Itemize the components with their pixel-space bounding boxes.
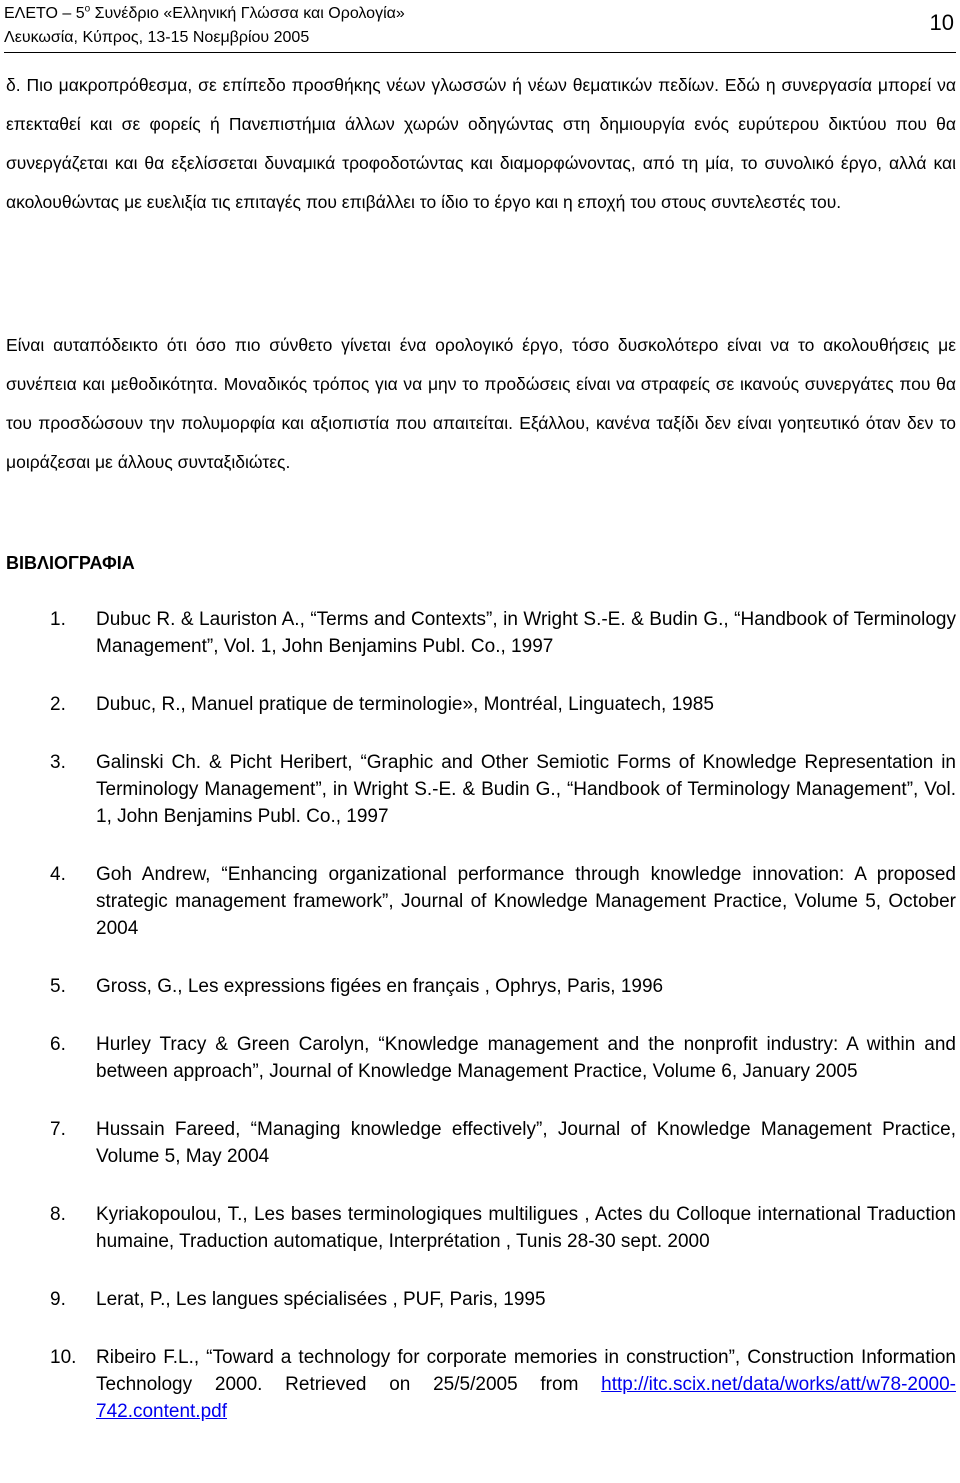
reference-number: 2. xyxy=(50,694,66,715)
reference-number: 8. xyxy=(50,1204,66,1225)
reference-number: 1. xyxy=(50,609,66,630)
reference-item xyxy=(6,606,956,660)
reference-item xyxy=(6,1286,956,1313)
reference-text: Goh Andrew, “Enhancing organizational performance through knowledge innovation: A proposed strategic management framework”, Journal of Knowledge Management Practice, Volume 5, October 2004 xyxy=(96,864,956,939)
reference-text: Dubuc R. & Lauriston A., “Terms and Contexts”, in Wright S.-E. & Budin G., “Handbook of Terminology Management”, Vol. 1, John Benjamins Publ. Co., 1997 xyxy=(96,609,956,657)
reference-number: 6. xyxy=(50,1034,66,1055)
reference-number: 10. xyxy=(50,1347,77,1368)
reference-item xyxy=(6,861,956,942)
page-header xyxy=(4,4,956,56)
reference-number: 3. xyxy=(50,752,66,773)
reference-text: Kyriakopoulou, T., Les bases terminologiques multiligues , Actes du Colloque international Traduction humaine, Traduction automatique, Interprétation , Tunis 28-30 sept. 2000 xyxy=(96,1204,956,1252)
reference-text: Lerat, P., Les langues spécialisées , PUF, Paris, 1995 xyxy=(96,1289,546,1310)
bibliography-list xyxy=(6,606,956,1456)
paragraph-conclusion: Είναι αυταπόδεικτο ότι όσο πιο σύνθετο γίνεται ένα ορολογικό έργο, τόσο δυσκολότερο είναι να το ακολουθήσεις με συνέπεια και μεθοδικότητα. Μοναδικός τρόπος για να μην το προδώσεις είναι να στραφείς σε ικανούς συνεργάτες που θα του προσδώσουν την πολυμορφία και αξιοπιστία που απαιτείται. Εξάλλου, κανένα ταξίδι δεν είναι γοητευτικό όταν δεν το μοιράζεσαι με άλλους συνταξιδιώτες. xyxy=(6,335,956,472)
reference-item xyxy=(6,1116,956,1170)
bibliography-title: ΒΙΒΛΙΟΓΡΑΦΙΑ xyxy=(6,553,135,573)
conference-location-dates: Λευκωσία, Κύπρος, 13-15 Νοεμβρίου 2005 xyxy=(4,29,310,46)
reference-item xyxy=(6,691,956,718)
reference-item xyxy=(6,973,956,1000)
conference-prefix: ΕΛΕΤΟ – 5 xyxy=(4,5,85,22)
paragraph-collaboration: δ. Πιο μακροπρόθεσμα, σε επίπεδο προσθήκης νέων γλωσσών ή νέων θεματικών πεδίων. Εδώ η συνεργασία μπορεί να επεκταθεί και σε φορείς ή Πανεπιστήμια άλλων χωρών οδηγώντας στη δημιουργία ενός ευρύτερου δικτύου που θα συνεργάζεται και θα εξελίσσεται δυναμικά τροφοδοτώντας και διαμορφώνοντας, από τη μία, το συνολικό έργο, αλλά και ακολουθώντας με ευελιξία τις επιταγές που επιβάλλει το ίδιο το έργο και η εποχή του στους συντελεστές του. xyxy=(6,75,956,212)
reference-text: Galinski Ch. & Picht Heribert, “Graphic and Other Semiotic Forms of Knowledge Representation in Terminology Management”, in Wright S.-E. & Budin G., “Handbook of Terminology Management”, Vol. 1, John Benjamins Publ. Co., 1997 xyxy=(96,752,956,827)
reference-number: 9. xyxy=(50,1289,66,1310)
reference-text: Gross, G., Les expressions figées en français , Ophrys, Paris, 1996 xyxy=(96,976,664,997)
reference-text: Hurley Tracy & Green Carolyn, “Knowledge management and the nonprofit industry: A within and between approach”, Journal of Knowledge Management Practice, Volume 6, January 2005 xyxy=(96,1034,956,1082)
reference-number: 4. xyxy=(50,864,66,885)
reference-number: 5. xyxy=(50,976,66,997)
conference-suffix: Συνέδριο «Ελληνική Γλώσσα και Ορολογία» xyxy=(90,5,405,22)
reference-text: Ribeiro F.L., “Toward a technology for corporate memories in construction”, Construction Information Technology 2000. Retrieved on 25/5/2005 from xyxy=(96,1347,956,1395)
reference-text: Dubuc, R., Manuel pratique de terminologie», Montréal, Linguatech, 1985 xyxy=(96,694,714,715)
conference-title xyxy=(4,4,405,24)
reference-text: Hussain Fareed, “Managing knowledge effectively”, Journal of Knowledge Management Practice, Volume 5, May 2004 xyxy=(96,1119,956,1167)
reference-item xyxy=(6,1344,956,1425)
reference-item xyxy=(6,749,956,830)
reference-url-link[interactable]: http://itc.scix.net/data/works/att/w78-2000-742.content.pdf xyxy=(96,1374,956,1422)
reference-number: 7. xyxy=(50,1119,66,1140)
reference-item xyxy=(6,1031,956,1085)
page-number: 10 xyxy=(929,10,954,35)
reference-item xyxy=(6,1201,956,1255)
header-divider xyxy=(4,52,956,53)
ordinal-superscript: ο xyxy=(84,3,91,15)
